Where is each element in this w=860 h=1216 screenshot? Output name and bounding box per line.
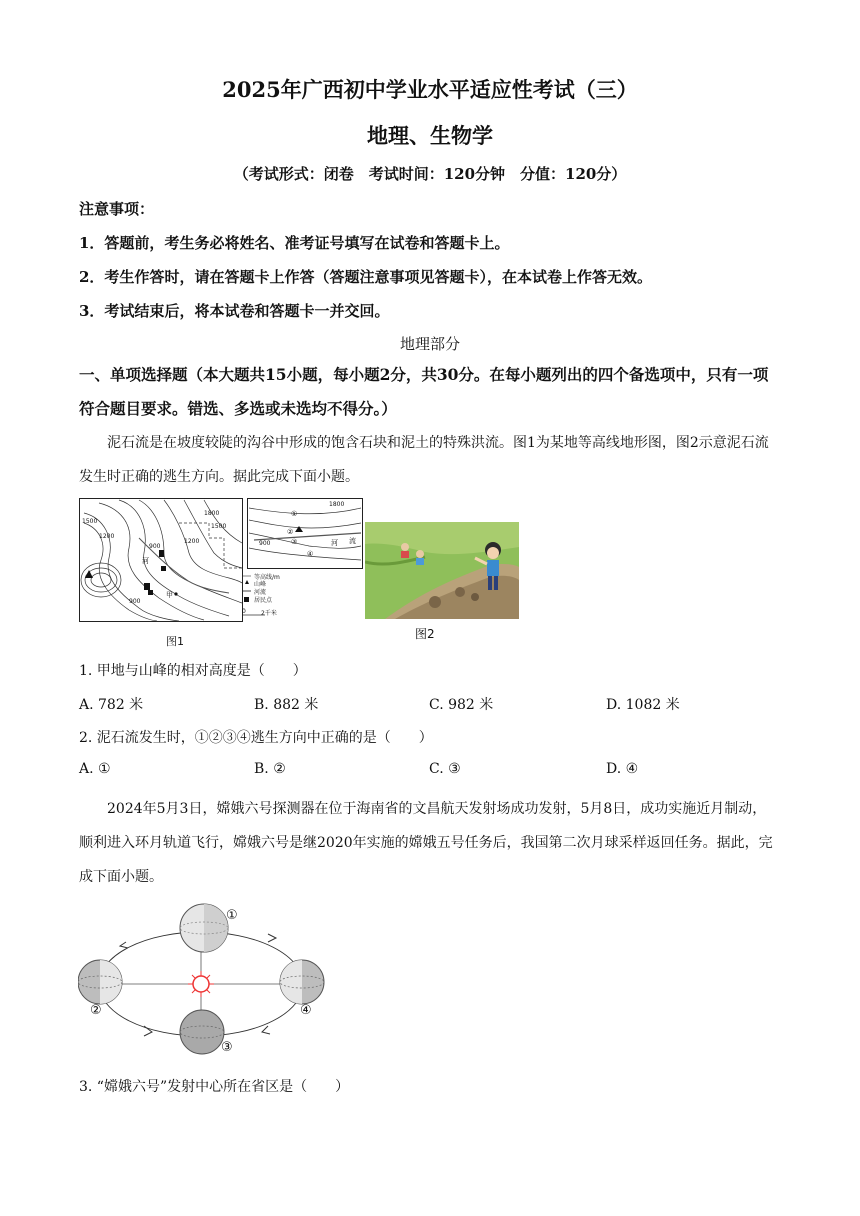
section-title: 地理部分 <box>399 335 460 353</box>
exam-info: （考试形式：闭卷 考试时间：120分钟 分值：120分） <box>233 165 627 183</box>
notice-heading: 注意事项： <box>79 200 155 218</box>
contour-label: 900 <box>129 598 141 605</box>
contour-label: 900 <box>149 543 161 550</box>
place-label-river: 河 <box>331 539 338 547</box>
option-c[interactable]: C. ③ <box>429 761 461 777</box>
option-a[interactable]: A. ① <box>79 761 111 777</box>
legend-item: 河流 <box>254 589 267 596</box>
question-2-options <box>79 761 779 781</box>
figure3-earth-orbit <box>78 898 328 1058</box>
place-label-jia: 甲 <box>166 591 173 599</box>
scale-label: 2千米 <box>261 610 277 617</box>
contour-label: 1500 <box>211 523 227 530</box>
position-label-2: ② <box>90 1003 102 1018</box>
option-c[interactable]: C. 982 米 <box>429 697 494 713</box>
contour-label: 1200 <box>184 538 200 545</box>
figure1-caption: 图1 <box>166 635 184 648</box>
escape-label: ④ <box>307 550 314 558</box>
option-b[interactable]: B. ② <box>254 761 286 777</box>
contour-label: 1800 <box>204 510 220 517</box>
question-1-stem: 1. 甲地与山峰的相对高度是（ ） <box>79 663 307 679</box>
position-label-4: ④ <box>300 1003 312 1018</box>
place-label-river: 流 <box>349 537 356 545</box>
passage-mudflow: 泥石流是在坡度较陡的沟谷中形成的饱含石块和泥土的特殊洪流。图1为某地等高线地形图，图2示意泥石流发生时正确的逃生方向。据此完成下面小题。 <box>79 435 769 485</box>
notice-item: 2．考生作答时，请在答题卡上作答（答题注意事项见答题卡），在本试卷上作答无效。 <box>79 268 652 286</box>
exam-subtitle: 地理、生物学 <box>367 123 493 148</box>
section-heading: 一、单项选择题（本大题共15小题，每小题2分，共30分。在每小题列出的四个备选项中，只有一项符合题目要求。错选、多选或未选均不得分。） <box>79 365 769 418</box>
passage-change6: 2024年5月3日，嫦娥六号探测器在位于海南省的文昌航天发射场成功发射，5月8日，成功实施近月制动，顺利进入环月轨道飞行，嫦娥六号是继2020年实施的嫦娥五号任务后，我国第二次月球采样返回任务。据此，完成下面小题。 <box>79 801 773 885</box>
place-label-river: 河 <box>142 557 149 565</box>
exam-title: 2025年广西初中学业水平适应性考试（三） <box>222 77 638 102</box>
contour-label: 1200 <box>99 533 115 540</box>
legend-item: 山峰 <box>254 581 267 588</box>
question-1-options <box>79 694 779 714</box>
scale-label: 0 <box>242 608 246 615</box>
legend-item: 居民点 <box>254 597 273 604</box>
option-b[interactable]: B. 882 米 <box>254 697 319 713</box>
legend-item: 等高线/m <box>254 574 280 581</box>
position-label-3: ③ <box>221 1040 233 1055</box>
figure2-caption: 图2 <box>415 627 435 641</box>
contour-label: 900 <box>259 540 271 547</box>
notice-item: 3．考试结束后，将本试卷和答题卡一并交回。 <box>79 302 390 320</box>
contour-label: 1800 <box>329 501 345 508</box>
escape-label: ③ <box>291 538 298 546</box>
question-3-stem: 3. “嫦娥六号”发射中心所在省区是（ ） <box>79 1079 350 1095</box>
figure2-illustration <box>365 522 519 619</box>
position-label-1: ① <box>226 908 238 923</box>
notice-item: 1．答题前，考生务必将姓名、准考证号填写在试卷和答题卡上。 <box>79 234 510 252</box>
option-a[interactable]: A. 782 米 <box>79 697 144 713</box>
option-d[interactable]: D. 1082 米 <box>606 697 680 713</box>
escape-label: ① <box>291 510 298 518</box>
contour-label: 1500 <box>82 518 98 525</box>
option-d[interactable]: D. ④ <box>606 761 639 777</box>
escape-label: ② <box>287 528 294 536</box>
figure1-contour-map <box>79 498 363 623</box>
question-2-stem: 2. 泥石流发生时，①②③④逃生方向中正确的是（ ） <box>79 730 433 746</box>
